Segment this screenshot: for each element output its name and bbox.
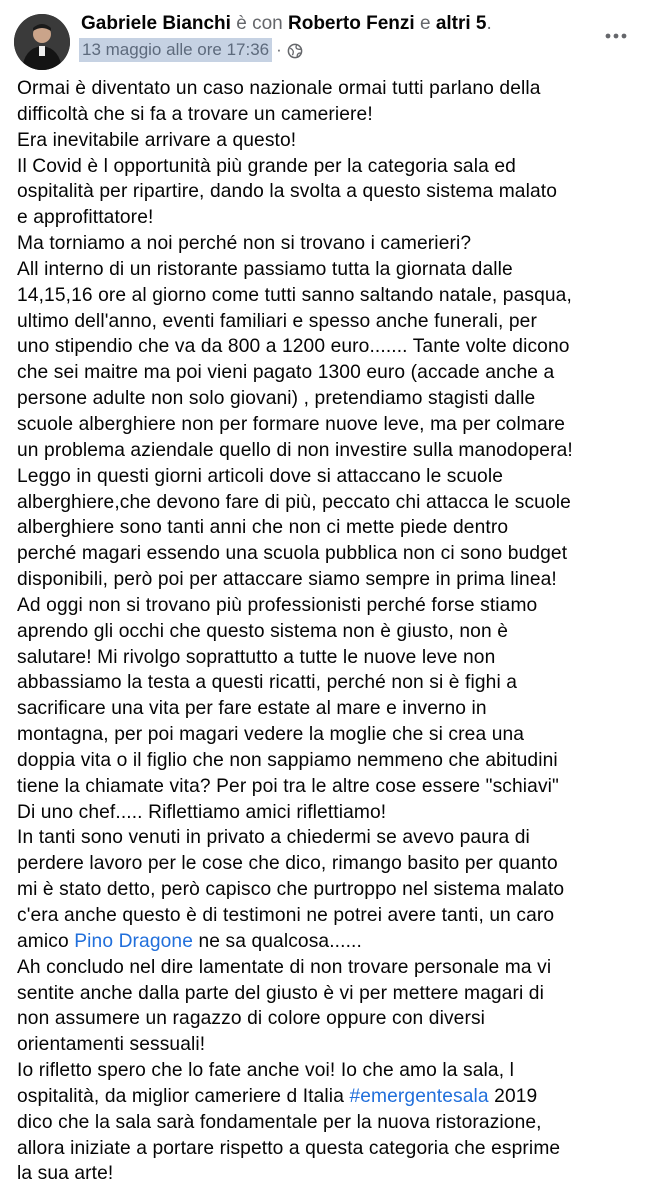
hashtag-before: ospitalità, da miglior cameriere d Italia <box>17 1085 350 1107</box>
hashtag-link[interactable]: #emergentesala <box>349 1085 489 1107</box>
post-line: scuole alberghiere non per formare nuove leve, ma per colmare <box>17 413 566 435</box>
post-line: non assumere un ragazzo di colore oppure con diversi <box>17 1008 486 1030</box>
post-line: orientamenti sessuali! <box>17 1034 206 1056</box>
post-line-mention <box>17 929 657 955</box>
post-line: Ah concludo nel dire lamentate di non trovare personale ma vi <box>17 956 552 978</box>
post-line: sentite anche dalla parte del giusto è vi per mettere magari di <box>17 982 544 1004</box>
post-line: Di uno chef..... Riflettiamo amici riflettiamo! <box>17 801 387 823</box>
post-line: Leggo in questi giorni articoli dove si attaccano le scuole <box>17 465 503 487</box>
post-timestamp[interactable]: 13 maggio alle ore 17:36 <box>79 38 272 62</box>
post-line: disponibili, però poi per attaccare siamo sempre in prima linea! <box>17 569 557 591</box>
hashtag-after: 2019 <box>488 1085 538 1107</box>
post-line: salutare! Mi rivolgo soprattutto a tutte le nuove leve non <box>17 646 496 668</box>
meta-separator: · <box>276 40 282 59</box>
post-line: perché magari essendo una scuola pubblica non ci sono budget <box>17 543 568 565</box>
post-header <box>81 12 492 36</box>
post-line: uno stipendio che va da 800 a 1200 euro....... Tante volte dicono <box>17 336 570 358</box>
post-line: All interno di un ristorante passiamo tutta la giornata dalle <box>17 258 513 280</box>
post-line: e approfittatore! <box>17 207 154 229</box>
avatar-photo <box>14 14 70 70</box>
post-line: Io rifletto spero che lo fate anche voi! Io che amo la sala, l <box>17 1060 514 1082</box>
mention-before: amico <box>17 930 75 952</box>
post-line: difficoltà che si fa a trovare un cameriere! <box>17 103 373 125</box>
post-line: sacrificare una vita per fare estate al mare e inverno in <box>17 698 487 720</box>
post-line: doppia vita o il figlio che non sappiamo nemmeno che abitudini <box>17 749 558 771</box>
post-line: alberghiere sono tanti anni che non ci mette piede dentro <box>17 517 509 539</box>
post-text <box>17 76 657 1187</box>
post-line: un problema aziendale quello di non investire sulla manodopera! <box>17 439 573 461</box>
post-line: Ma torniamo a noi perché non si trovano i camerieri? <box>17 233 472 255</box>
post-line: allora iniziate a portare rispetto a questa categoria che esprime <box>17 1137 561 1159</box>
post-line: Era inevitabile arrivare a questo! <box>17 129 297 151</box>
post-meta <box>79 38 303 62</box>
header-period: . <box>486 13 492 34</box>
post-line: alberghiere,che devono fare di più, peccato chi attacca le scuole <box>17 491 571 513</box>
post-paragraph-lines <box>17 76 657 929</box>
post-line: abbassiamo la testa a questi ricatti, perché non si è fighi a <box>17 672 518 694</box>
post-line: ospitalità per ripartire, dando la svolta a questo sistema malato <box>17 181 557 203</box>
post-line: mi è stato detto, però capisco che purtroppo nel sistema malato <box>17 879 565 901</box>
tagged-person-name[interactable]: Roberto Fenzi <box>288 13 415 34</box>
post-line: c'era anche questo è di testimoni ne potrei avere tanti, un caro <box>17 905 555 926</box>
post-line: Il Covid è l opportunità più grande per la categoria sala ed <box>17 155 516 177</box>
post-paragraph-lines-3 <box>17 1110 657 1188</box>
post-line: che sei maitre ma poi vieni pagato 1300 euro (accade anche a <box>17 362 555 384</box>
post-line-hashtag <box>17 1084 657 1110</box>
and-text: e <box>419 13 431 34</box>
post-line: ultimo dell'anno, eventi familiari e spesso anche funerali, per <box>17 310 537 332</box>
with-text: è con <box>236 13 283 34</box>
others-link[interactable]: altri 5 <box>435 13 487 34</box>
post-paragraph-lines-2 <box>17 955 657 1084</box>
post-line: montagna, per poi magari vedere la moglie che si crea una <box>17 724 525 746</box>
more-options-button[interactable] <box>598 24 634 48</box>
post-line: Ormai è diventato un caso nazionale ormai tutti parlano della <box>17 78 541 99</box>
globe-icon[interactable] <box>287 42 303 58</box>
post-line: tiene la chiamate vita? Per poi tra le altre cose essere "schiavi" <box>17 775 559 797</box>
post-line: dico che la sala sarà fondamentale per la nuova ristorazione, <box>17 1111 542 1133</box>
author-name[interactable]: Gabriele Bianchi <box>81 13 231 34</box>
post-line: la sua arte! <box>17 1163 114 1185</box>
mention-after: ne sa qualcosa...... <box>193 930 362 952</box>
post-line: 14,15,16 ore al giorno come tutti sanno saltando natale, pasqua, <box>17 284 572 306</box>
post-line: persone adulte non solo giovani) , pretendiamo stagisti dalle <box>17 388 536 410</box>
more-options-icon <box>604 32 628 40</box>
post-line: aprendo gli occhi che questo sistema non è giusto, non è <box>17 620 508 642</box>
mention-link[interactable]: Pino Dragone <box>74 930 194 952</box>
post-line: perdere lavoro per le cose che dico, rimango basito per quanto <box>17 853 558 875</box>
author-avatar[interactable] <box>14 14 70 70</box>
post-line: In tanti sono venuti in privato a chiedermi se avevo paura di <box>17 827 530 849</box>
post-line: Ad oggi non si trovano più professionisti perché forse stiamo <box>17 594 538 616</box>
